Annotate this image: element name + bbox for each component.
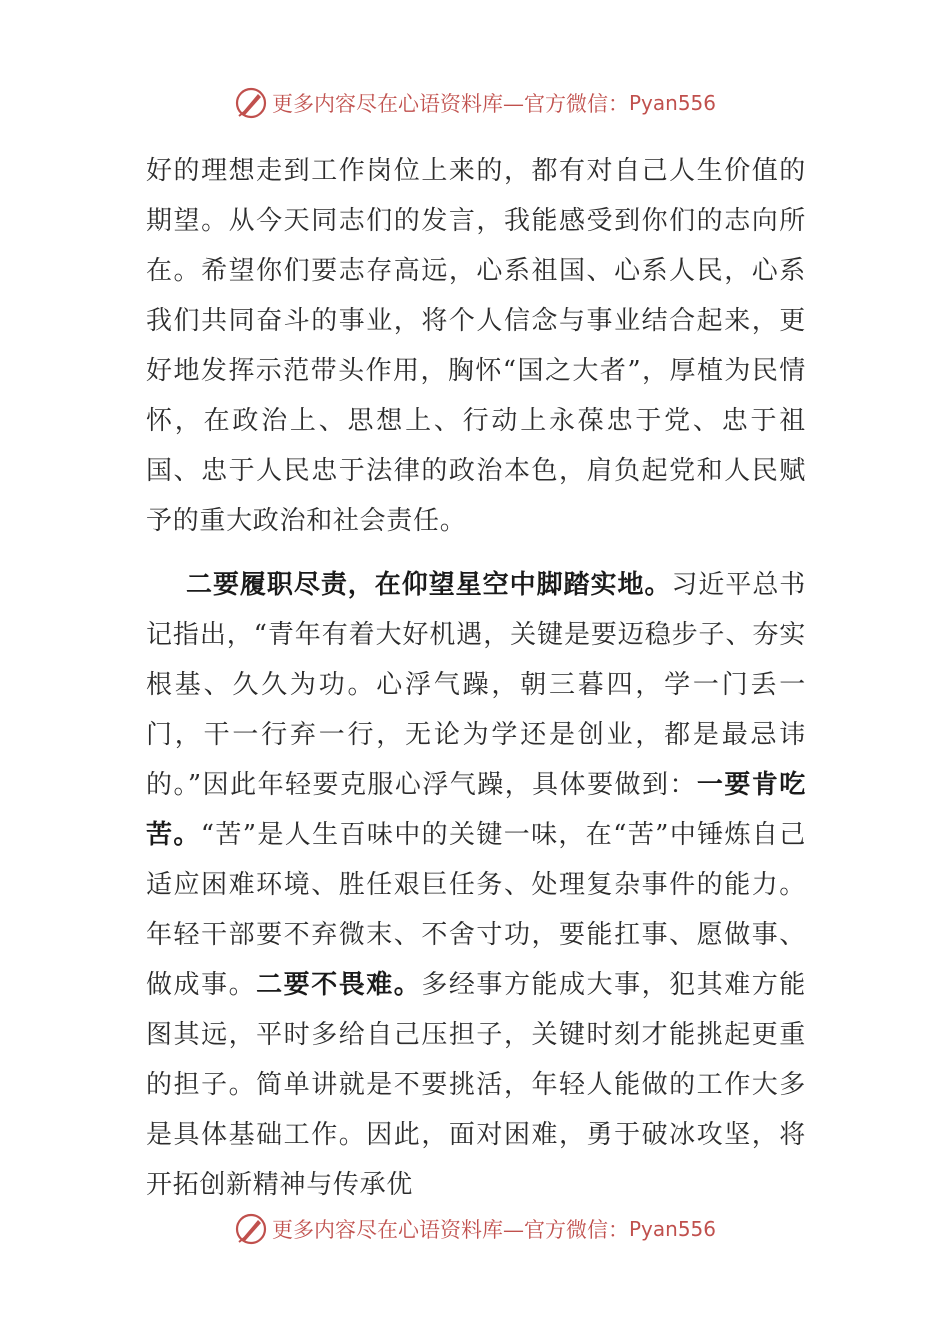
wechat-id: Pyan556 (628, 1217, 716, 1241)
quill-pen-circle-icon (234, 1212, 268, 1246)
paragraph-text: 多经事方能成大事，犯其难方能图其远，平时多给自己压担子，关键时刻才能挑起更重的担子。简单讲就是不要挑活，年轻人能做的工作大多是具体基础工作。因此，面对困难，勇于破冰攻坚，将开拓创新精神与传承优 (146, 970, 806, 1200)
header-banner (0, 86, 950, 120)
paragraph: 好的理想走到工作岗位上来的，都有对自己人生价值的期望。从今天同志们的发言，我能感受到你们的志向所在。希望你们要志存高远，心系祖国、心系人民，心系我们共同奋斗的事业，将个人信念与事业结合起来，更好地发挥示范带头作用，胸怀“国之大者”，厚植为民情怀，在政治上、思想上、行动上永葆忠于党、忠于祖国、忠于人民忠于法律的政治本色，肩负起党和人民赋予的重大政治和社会责任。 (146, 156, 806, 536)
point-heading: 一要肯吃苦。 (146, 770, 806, 850)
wechat-id: Pyan556 (628, 91, 716, 115)
paragraph (146, 560, 806, 1210)
section-heading: 二要履职尽责，在仰望星空中脚踏实地。 (186, 570, 672, 600)
paragraph-text: “苦”是人生百味中的关键一味，在“苦”中锤炼自己适应困难环境、胜任艰巨任务、处理复杂事件的能力。年轻干部要不弃微末、不舍寸功，要能扛事、愿做事、做成事。 (146, 820, 806, 1000)
paragraph-text: 习近平总书记指出，“青年有着大好机遇，关键是要迈稳步子、夯实根基、久久为功。心浮气躁，朝三暮四，学一门丢一门，干一行弃一行，无论为学还是创业，都是最忌讳的。”因此年轻要克服心浮气躁，具体要做到： (146, 570, 806, 800)
quill-pen-circle-icon (234, 86, 268, 120)
footer-banner (0, 1212, 950, 1246)
banner-text: 更多内容尽在心语资料库—官方微信： (271, 1218, 629, 1242)
banner-text: 更多内容尽在心语资料库—官方微信： (271, 92, 629, 116)
document-body (146, 146, 806, 1210)
point-heading: 二要不畏难。 (256, 970, 422, 1000)
